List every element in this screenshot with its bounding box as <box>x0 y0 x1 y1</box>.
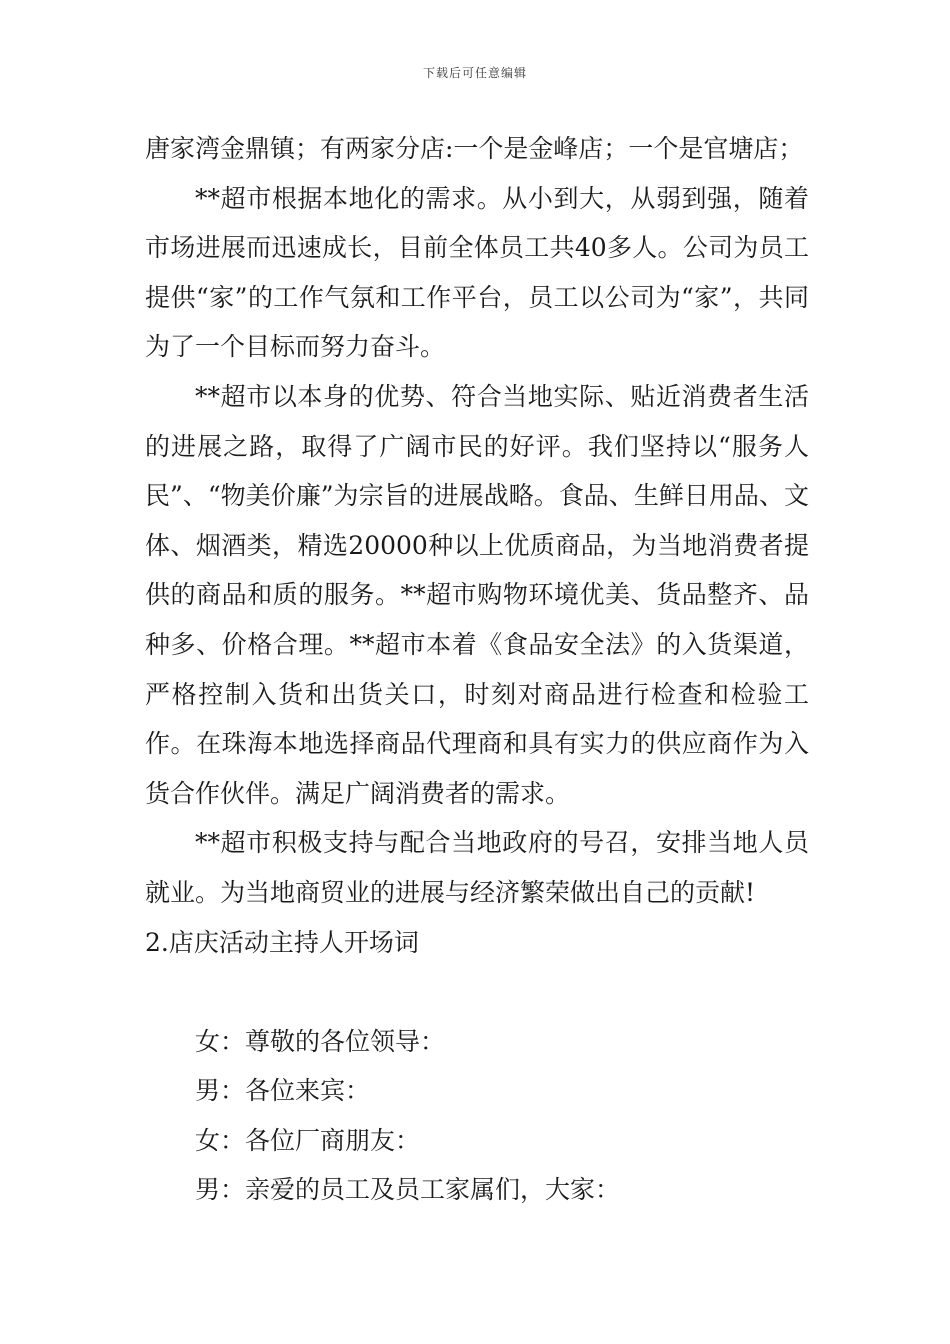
paragraph-strategy: **超市以本身的优势、符合当地实际、贴近消费者生活的进展之路，取得了广阔市民的好评。我们坚持以“服务人民”、“物美价廉”为宗旨的进展战略。食品、生鲜日用品、文体、烟酒类，精选20000种以上优质商品，为当地消费者提供的商品和质的服务。**超市购物环境优美、货品整齐、品种多、价格合理。**超市本着《食品安全法》的入货渠道，严格控制入货和出货关口，时刻对商品进行检查和检验工作。在珠海本地选择商品代理商和具有实力的供应商作为入货合作伙伴。满足广阔消费者的需求。 <box>145 381 809 808</box>
dialog-line: 男：各位来宾： <box>195 1076 371 1106</box>
page-header-note: 下载后可任意编辑 <box>422 66 527 80</box>
section-heading: 2.店庆活动主持人开场词 <box>145 927 419 957</box>
paragraph-growth: **超市根据本地化的需求。从小到大，从弱到强，随着市场进展而迅速成长，目前全体员工共40多人。公司为员工提供“家”的工作气氛和工作平台，员工以公司为“家”，共同为了一个目标而努力奋斗。 <box>145 183 809 362</box>
dialog-line: 女：各位厂商朋友： <box>195 1125 421 1155</box>
blank-line <box>145 967 809 1017</box>
paragraph-community: **超市积极支持与配合当地政府的号召，安排当地人员就业。为当地商贸业的进展与经济繁荣做出自己的贡献! <box>145 828 809 907</box>
document-body <box>145 124 809 1215</box>
paragraph-branches: 唐家湾金鼎镇；有两家分店:一个是金峰店；一个是官塘店； <box>145 134 804 163</box>
dialog-line: 男：亲爱的员工及员工家属们，大家： <box>195 1175 621 1205</box>
dialog-line: 女：尊敬的各位领导： <box>195 1026 446 1056</box>
